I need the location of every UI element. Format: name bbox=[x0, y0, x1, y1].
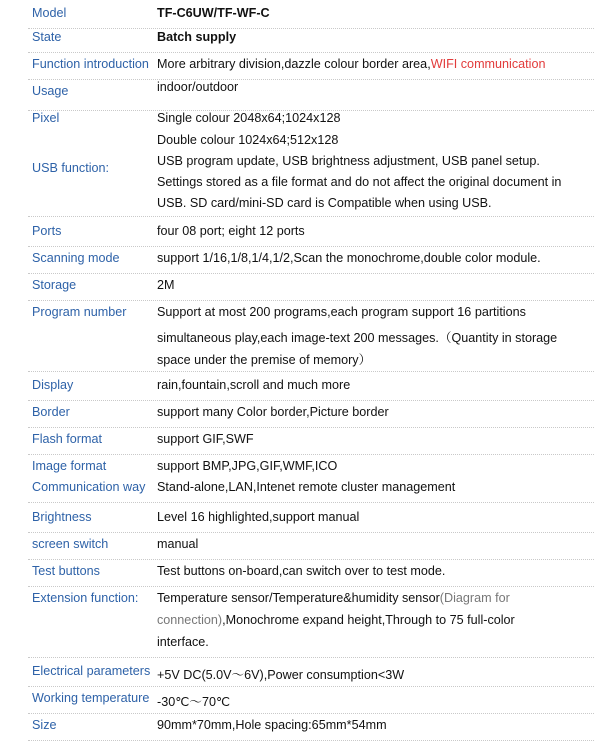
row-label: State bbox=[32, 30, 62, 44]
row-value: support 1/16,1/8,1/4,1/2,Scan the monochrome,double color module. bbox=[157, 251, 541, 265]
row-working-temperature bbox=[0, 691, 611, 713]
row-divider bbox=[28, 740, 594, 741]
row-value: four 08 port; eight 12 ports bbox=[157, 224, 305, 238]
row-label: Pixel bbox=[32, 111, 60, 125]
row-divider bbox=[28, 502, 594, 503]
row-label: Display bbox=[32, 378, 74, 392]
value-line: interface. bbox=[157, 635, 209, 649]
value-line: Single colour 2048x64;1024x128 bbox=[157, 111, 341, 125]
value-line: space under the premise of memory） bbox=[157, 353, 372, 367]
row-divider bbox=[28, 559, 594, 560]
row-divider bbox=[28, 28, 594, 29]
row-value: support BMP,JPG,GIF,WMF,ICO bbox=[157, 459, 338, 473]
row-label: Communication way bbox=[32, 480, 146, 494]
row-value: 2M bbox=[157, 278, 175, 292]
value-line: USB program update, USB brightness adjustment, USB panel setup. bbox=[157, 154, 540, 168]
value-text: ,Monochrome expand height,Through to 75 full-color bbox=[222, 613, 515, 627]
row-value: indoor/outdoor bbox=[157, 80, 239, 94]
row-label: Program number bbox=[32, 305, 127, 319]
row-divider bbox=[28, 454, 594, 455]
value-text: Temperature sensor/Temperature&humidity sensor bbox=[157, 591, 440, 605]
row-value: support GIF,SWF bbox=[157, 432, 254, 446]
row-divider bbox=[28, 713, 594, 714]
row-divider bbox=[28, 686, 594, 687]
row-ports bbox=[0, 224, 611, 246]
row-pixel bbox=[0, 111, 611, 155]
row-divider bbox=[28, 586, 594, 587]
row-function bbox=[0, 57, 611, 79]
row-divider bbox=[28, 532, 594, 533]
value-line bbox=[157, 613, 515, 635]
row-divider bbox=[28, 216, 594, 217]
row-label: Brightness bbox=[32, 510, 92, 524]
row-value: Batch supply bbox=[157, 30, 237, 44]
row-divider bbox=[28, 371, 594, 372]
row-value: Stand-alone,LAN,Intenet remote cluster management bbox=[157, 480, 456, 494]
row-label: Ports bbox=[32, 224, 62, 238]
row-value: Level 16 highlighted,support manual bbox=[157, 510, 360, 524]
row-state bbox=[0, 30, 611, 52]
row-image-format bbox=[0, 459, 611, 478]
row-value: TF-C6UW/TF-WF-C bbox=[157, 6, 270, 20]
row-usage bbox=[0, 80, 611, 110]
value-note: (Diagram for bbox=[439, 591, 510, 605]
row-label: Flash format bbox=[32, 432, 102, 446]
row-value bbox=[157, 305, 557, 371]
row-label: Image format bbox=[32, 459, 107, 473]
row-divider bbox=[28, 657, 594, 658]
row-value: support many Color border,Picture border bbox=[157, 405, 389, 419]
row-label: Usage bbox=[32, 84, 69, 98]
row-test-buttons bbox=[0, 564, 611, 586]
row-value: manual bbox=[157, 537, 199, 551]
value-line: USB. SD card/mini-SD card is Compatible when using USB. bbox=[157, 196, 492, 210]
row-value: -30℃～70℃ bbox=[157, 695, 231, 709]
row-label: Electrical parameters bbox=[32, 664, 151, 678]
row-label: screen switch bbox=[32, 537, 109, 551]
value-line: Support at most 200 programs,each program support 16 partitions bbox=[157, 305, 526, 319]
value-text: More arbitrary division,dazzle colour border area, bbox=[157, 57, 431, 71]
value-line: Double colour 1024x64;512x128 bbox=[157, 133, 339, 147]
row-electrical bbox=[0, 664, 611, 686]
row-divider bbox=[28, 400, 594, 401]
row-label: Border bbox=[32, 405, 70, 419]
value-highlight: WIFI communication bbox=[430, 57, 546, 71]
row-label: Working temperature bbox=[32, 691, 150, 705]
row-label: Function introduction bbox=[32, 57, 149, 71]
row-label: Size bbox=[32, 718, 57, 732]
row-screen-switch bbox=[0, 537, 611, 559]
row-flash bbox=[0, 432, 611, 454]
value-note: connection) bbox=[157, 613, 223, 627]
row-label: Scanning mode bbox=[32, 251, 120, 265]
row-label: Test buttons bbox=[32, 564, 100, 578]
value-line bbox=[157, 591, 515, 613]
row-value bbox=[157, 111, 340, 147]
row-communication bbox=[0, 480, 611, 502]
value-line: Settings stored as a file format and do not affect the original document in bbox=[157, 175, 562, 189]
row-label: USB function: bbox=[32, 161, 110, 175]
row-value bbox=[157, 57, 545, 71]
row-value: 90mm*70mm,Hole spacing:65mm*54mm bbox=[157, 718, 387, 732]
row-brightness bbox=[0, 510, 611, 532]
row-label: Extension function: bbox=[32, 591, 139, 605]
row-value bbox=[157, 154, 561, 217]
row-label: Model bbox=[32, 6, 67, 20]
row-divider bbox=[28, 273, 594, 274]
row-model bbox=[0, 6, 611, 28]
row-value bbox=[157, 591, 515, 657]
row-size bbox=[0, 718, 611, 740]
row-value: rain,fountain,scroll and much more bbox=[157, 378, 351, 392]
row-display bbox=[0, 378, 611, 400]
row-program bbox=[0, 305, 611, 371]
row-value: Test buttons on-board,can switch over to test mode. bbox=[157, 564, 446, 578]
row-usb bbox=[0, 154, 611, 216]
value-line: simultaneous play,each image-text 200 messages.（Quantity in storage bbox=[157, 331, 558, 345]
row-storage bbox=[0, 278, 611, 300]
row-extension bbox=[0, 591, 611, 657]
row-divider bbox=[28, 52, 594, 53]
row-divider bbox=[28, 300, 594, 301]
row-border bbox=[0, 405, 611, 427]
row-label: Storage bbox=[32, 278, 77, 292]
row-divider bbox=[28, 427, 594, 428]
row-scanning bbox=[0, 251, 611, 273]
row-value: +5V DC(5.0V～6V),Power consumption<3W bbox=[157, 668, 405, 682]
row-divider bbox=[28, 246, 594, 247]
